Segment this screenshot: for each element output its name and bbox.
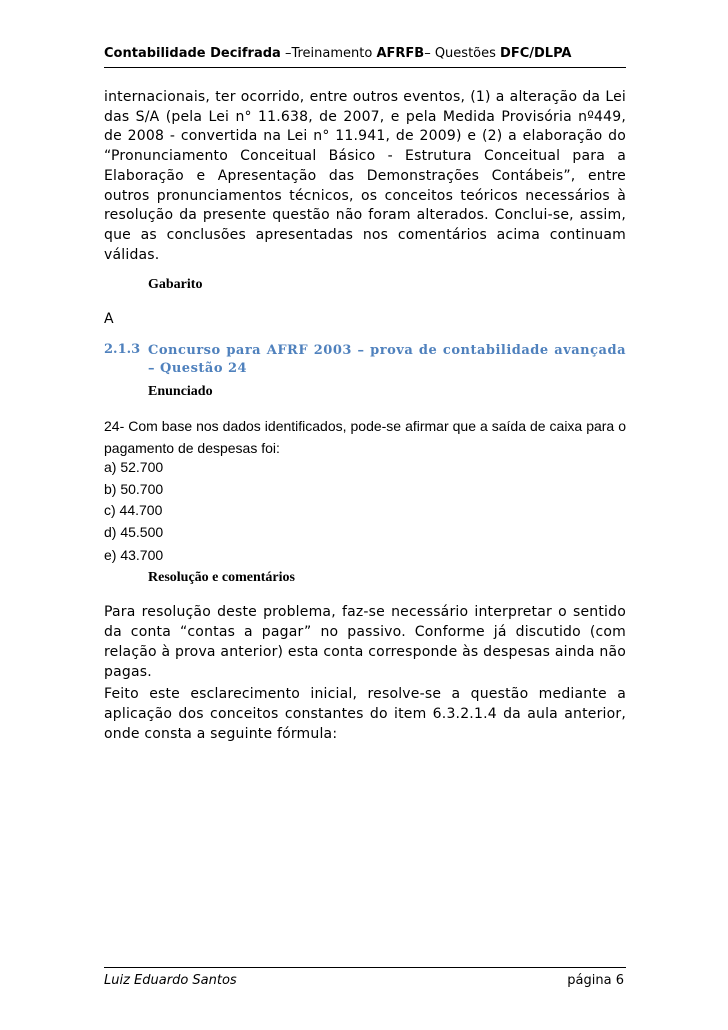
footer-divider bbox=[104, 967, 626, 968]
resolucao-heading: Resolução e comentários bbox=[148, 570, 295, 585]
header-book-title: Contabilidade Decifrada bbox=[104, 46, 281, 61]
intro-paragraph: internacionais, ter ocorrido, entre outros eventos, (1) a alteração da Lei das S/A (pela Lei n° 11.638, de 2007, e pela Medida Provisória nº449, de 2008 - convertida na Lei n° 11.941, de 2009) e (2) a elaboração do “Pronunciamento Conceitual Básico - Estrutura Conceitual para a Elaboração e Apresentação das Demonstrações Contábeis”, entre outros pronunciamentos técnicos, os conceitos teóricos necessários à resolução da presente questão não foram alterados. Conclui-se, assim, que as conclusões apresentadas nos comentários acima continuam válidas. bbox=[104, 89, 626, 263]
option-d: d) 45.500 bbox=[104, 524, 164, 540]
page-header bbox=[104, 45, 626, 63]
section-number: 2.1.3 bbox=[104, 342, 141, 357]
option-e: e) 43.700 bbox=[104, 547, 164, 563]
header-divider bbox=[104, 67, 626, 68]
footer-page-number: página 6 bbox=[567, 973, 624, 988]
option-c: c) 44.700 bbox=[104, 502, 163, 518]
footer-author: Luiz Eduardo Santos bbox=[104, 973, 237, 988]
header-questions: – Questões bbox=[424, 46, 501, 61]
gabarito-heading: Gabarito bbox=[148, 277, 203, 292]
header-topic: DFC/DLPA bbox=[500, 46, 572, 61]
option-a: a) 52.700 bbox=[104, 459, 164, 475]
question-text: 24- Com base nos dados identificados, pode-se afirmar que a saída de caixa para o pagamento de despesas foi: bbox=[104, 418, 626, 456]
header-training: –Treinamento bbox=[280, 46, 377, 61]
gabarito-answer: A bbox=[104, 311, 114, 327]
section-heading: Concurso para AFRF 2003 – prova de contabilidade avançada – Questão 24 bbox=[148, 343, 626, 376]
formula-intro-paragraph: Feito este esclarecimento inicial, resolve-se a questão mediante a aplicação dos conceitos constantes do item 6.3.2.1.4 da aula anterior, onde consta a seguinte fórmula: bbox=[104, 686, 626, 742]
resolution-paragraph: Para resolução deste problema, faz-se necessário interpretar o sentido da conta “contas a pagar” no passivo. Conforme já discutido (com relação à prova anterior) esta conta corresponde às despesas ainda não pagas. bbox=[104, 604, 626, 680]
enunciado-heading: Enunciado bbox=[148, 384, 213, 399]
option-b: b) 50.700 bbox=[104, 481, 164, 497]
header-exam: AFRFB bbox=[376, 46, 425, 61]
